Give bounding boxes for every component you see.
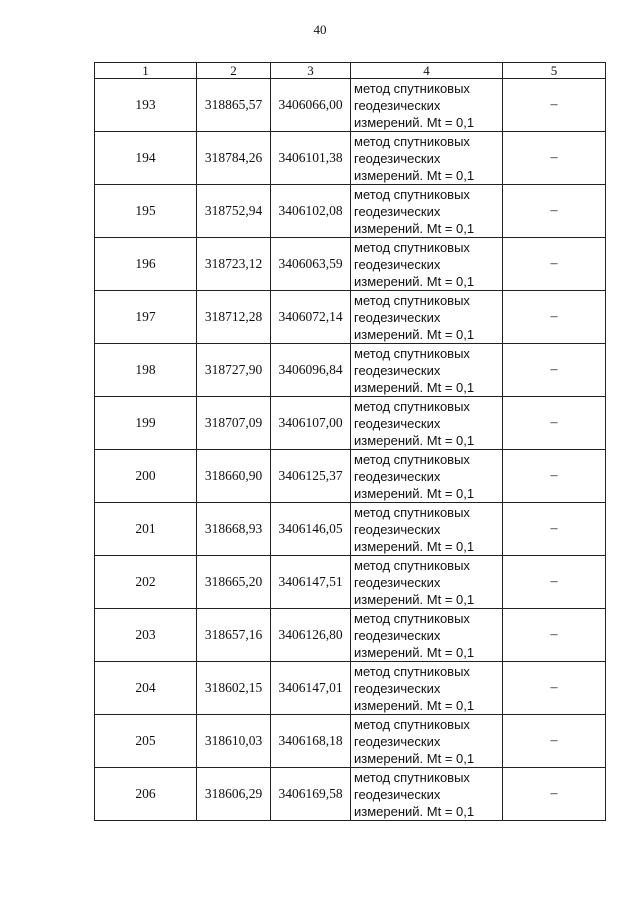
note-cell: – <box>503 715 606 768</box>
x-coordinate-cell: 318660,90 <box>197 450 271 503</box>
method-line: геодезических <box>354 309 441 325</box>
method-line: метод спутниковых <box>354 557 470 573</box>
method-line: метод спутниковых <box>354 398 470 414</box>
x-coordinate-cell: 318668,93 <box>197 503 271 556</box>
table-body <box>95 79 606 821</box>
method-cell <box>351 715 503 768</box>
y-coordinate-cell: 3406107,00 <box>271 397 351 450</box>
y-coordinate-cell: 3406101,38 <box>271 132 351 185</box>
method-line: измерений. Mt = 0,1 <box>354 273 475 289</box>
point-number-cell: 206 <box>95 768 197 821</box>
point-number-cell: 205 <box>95 715 197 768</box>
header-col-4: 4 <box>351 63 503 79</box>
method-line: геодезических <box>354 786 441 802</box>
note-cell: – <box>503 450 606 503</box>
x-coordinate-cell: 318602,15 <box>197 662 271 715</box>
x-coordinate-cell: 318865,57 <box>197 79 271 132</box>
method-line: метод спутниковых <box>354 345 470 361</box>
method-line: геодезических <box>354 362 441 378</box>
note-cell: – <box>503 768 606 821</box>
method-line: измерений. Mt = 0,1 <box>354 167 475 183</box>
table-row <box>95 450 606 503</box>
table-row <box>95 503 606 556</box>
method-cell <box>351 556 503 609</box>
x-coordinate-cell: 318657,16 <box>197 609 271 662</box>
note-cell: – <box>503 185 606 238</box>
method-line: геодезических <box>354 203 441 219</box>
method-line: измерений. Mt = 0,1 <box>354 803 475 819</box>
method-line: метод спутниковых <box>354 80 470 96</box>
method-line: измерений. Mt = 0,1 <box>354 485 475 501</box>
method-line: метод спутниковых <box>354 133 470 149</box>
point-number-cell: 200 <box>95 450 197 503</box>
table-row <box>95 185 606 238</box>
x-coordinate-cell: 318723,12 <box>197 238 271 291</box>
method-line: измерений. Mt = 0,1 <box>354 538 475 554</box>
x-coordinate-cell: 318712,28 <box>197 291 271 344</box>
table-row <box>95 715 606 768</box>
method-cell <box>351 132 503 185</box>
table-row <box>95 662 606 715</box>
note-cell: – <box>503 503 606 556</box>
table-row <box>95 238 606 291</box>
note-cell: – <box>503 132 606 185</box>
method-cell <box>351 291 503 344</box>
method-cell <box>351 662 503 715</box>
method-line: геодезических <box>354 574 441 590</box>
y-coordinate-cell: 3406146,05 <box>271 503 351 556</box>
point-number-cell: 204 <box>95 662 197 715</box>
header-col-2: 2 <box>197 63 271 79</box>
x-coordinate-cell: 318752,94 <box>197 185 271 238</box>
y-coordinate-cell: 3406147,01 <box>271 662 351 715</box>
x-coordinate-cell: 318606,29 <box>197 768 271 821</box>
method-line: геодезических <box>354 627 441 643</box>
method-cell <box>351 768 503 821</box>
method-line: геодезических <box>354 521 441 537</box>
note-cell: – <box>503 662 606 715</box>
method-cell <box>351 185 503 238</box>
method-line: метод спутниковых <box>354 610 470 626</box>
method-line: геодезических <box>354 150 441 166</box>
method-line: измерений. Mt = 0,1 <box>354 591 475 607</box>
method-line: измерений. Mt = 0,1 <box>354 432 475 448</box>
y-coordinate-cell: 3406063,59 <box>271 238 351 291</box>
page-number: 40 <box>313 22 327 37</box>
y-coordinate-cell: 3406072,14 <box>271 291 351 344</box>
method-line: геодезических <box>354 415 441 431</box>
x-coordinate-cell: 318727,90 <box>197 344 271 397</box>
table-row <box>95 768 606 821</box>
note-cell: – <box>503 238 606 291</box>
table-row <box>95 132 606 185</box>
method-cell <box>351 238 503 291</box>
header-col-3: 3 <box>271 63 351 79</box>
method-cell <box>351 397 503 450</box>
x-coordinate-cell: 318784,26 <box>197 132 271 185</box>
note-cell: – <box>503 344 606 397</box>
method-line: геодезических <box>354 680 441 696</box>
x-coordinate-cell: 318665,20 <box>197 556 271 609</box>
header-col-1: 1 <box>95 63 197 79</box>
point-number-cell: 203 <box>95 609 197 662</box>
method-line: измерений. Mt = 0,1 <box>354 644 475 660</box>
method-line: метод спутниковых <box>354 292 470 308</box>
note-cell: – <box>503 556 606 609</box>
header-row <box>95 63 606 79</box>
note-cell: – <box>503 397 606 450</box>
method-line: измерений. Mt = 0,1 <box>354 697 475 713</box>
y-coordinate-cell: 3406147,51 <box>271 556 351 609</box>
method-cell <box>351 344 503 397</box>
note-cell: – <box>503 79 606 132</box>
method-line: измерений. Mt = 0,1 <box>354 220 475 236</box>
y-coordinate-cell: 3406169,58 <box>271 768 351 821</box>
method-line: метод спутниковых <box>354 239 470 255</box>
point-number-cell: 194 <box>95 132 197 185</box>
y-coordinate-cell: 3406168,18 <box>271 715 351 768</box>
point-number-cell: 201 <box>95 503 197 556</box>
note-cell: – <box>503 609 606 662</box>
method-cell <box>351 450 503 503</box>
table-row <box>95 556 606 609</box>
point-number-cell: 198 <box>95 344 197 397</box>
x-coordinate-cell: 318610,03 <box>197 715 271 768</box>
method-cell <box>351 503 503 556</box>
method-line: геодезических <box>354 256 441 272</box>
method-line: метод спутниковых <box>354 663 470 679</box>
method-line: измерений. Mt = 0,1 <box>354 379 475 395</box>
point-number-cell: 202 <box>95 556 197 609</box>
method-cell <box>351 609 503 662</box>
method-line: геодезических <box>354 468 441 484</box>
method-line: метод спутниковых <box>354 504 470 520</box>
header-col-5: 5 <box>503 63 606 79</box>
y-coordinate-cell: 3406096,84 <box>271 344 351 397</box>
method-line: метод спутниковых <box>354 716 470 732</box>
method-line: метод спутниковых <box>354 451 470 467</box>
y-coordinate-cell: 3406126,80 <box>271 609 351 662</box>
table-row <box>95 79 606 132</box>
coordinates-table <box>94 62 606 821</box>
note-cell: – <box>503 291 606 344</box>
y-coordinate-cell: 3406066,00 <box>271 79 351 132</box>
table-row <box>95 609 606 662</box>
point-number-cell: 193 <box>95 79 197 132</box>
point-number-cell: 195 <box>95 185 197 238</box>
point-number-cell: 196 <box>95 238 197 291</box>
method-line: измерений. Mt = 0,1 <box>354 750 475 766</box>
method-line: метод спутниковых <box>354 186 470 202</box>
table-row <box>95 397 606 450</box>
point-number-cell: 199 <box>95 397 197 450</box>
method-line: измерений. Mt = 0,1 <box>354 114 475 130</box>
y-coordinate-cell: 3406102,08 <box>271 185 351 238</box>
method-line: геодезических <box>354 733 441 749</box>
y-coordinate-cell: 3406125,37 <box>271 450 351 503</box>
method-cell <box>351 79 503 132</box>
method-line: измерений. Mt = 0,1 <box>354 326 475 342</box>
point-number-cell: 197 <box>95 291 197 344</box>
table-row <box>95 344 606 397</box>
table-row <box>95 291 606 344</box>
x-coordinate-cell: 318707,09 <box>197 397 271 450</box>
method-line: геодезических <box>354 97 441 113</box>
method-line: метод спутниковых <box>354 769 470 785</box>
